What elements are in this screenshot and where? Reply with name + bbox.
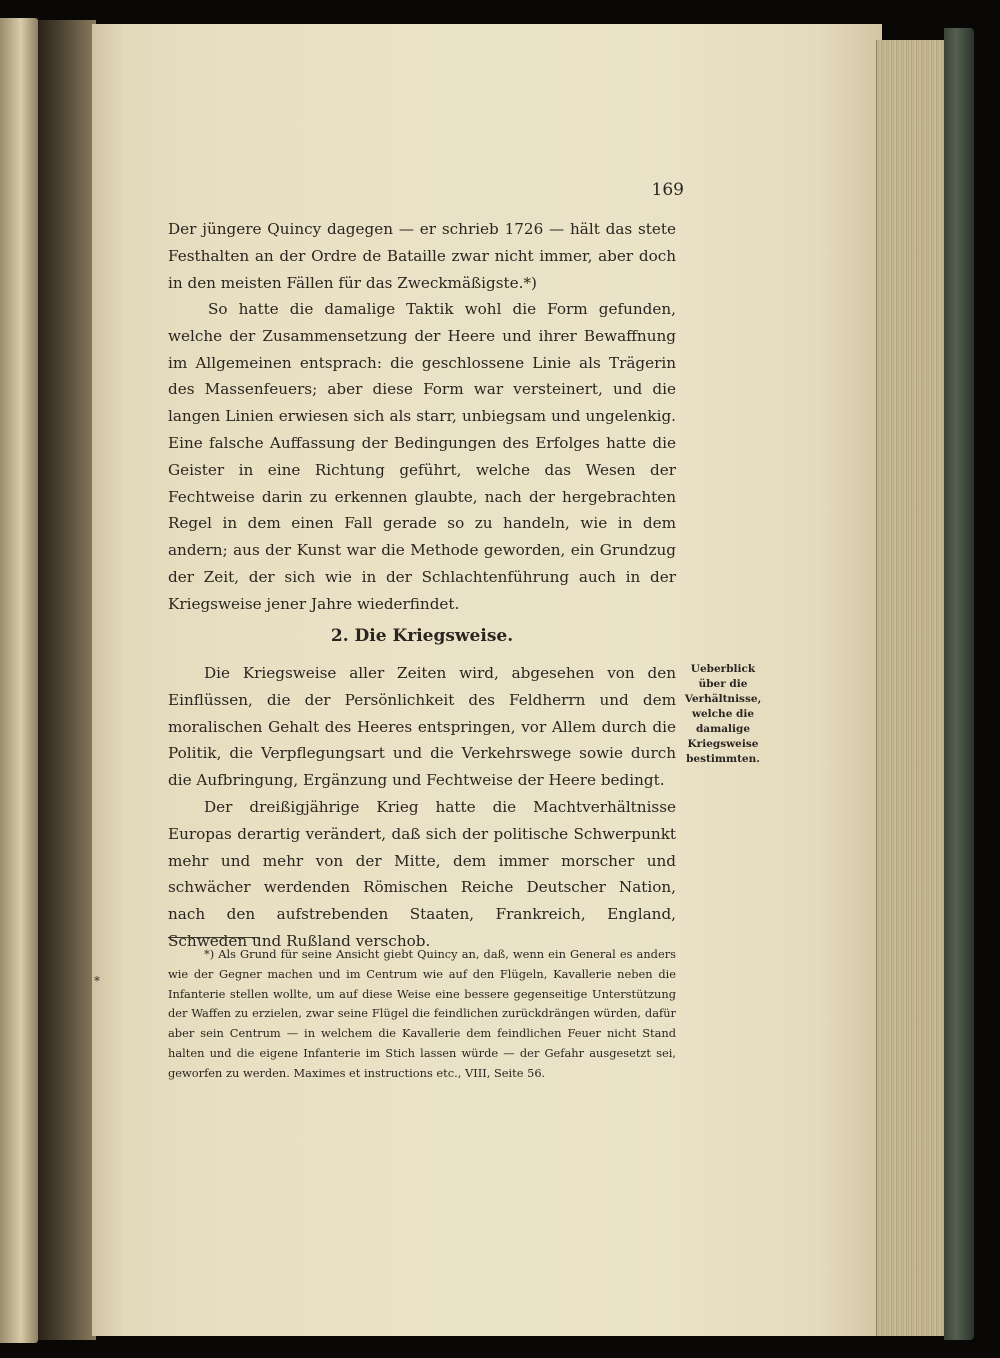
- footnote-divider: [168, 937, 260, 938]
- book-cover-board: [944, 28, 974, 1340]
- margin-sidenote: Ueberblick über die Verhältnisse, welche die damalige Kriegsweise bestimmten.: [684, 663, 762, 765]
- left-page-edge: [0, 18, 38, 1343]
- page-number: 169: [651, 180, 684, 200]
- paragraph-tactics: So hatte die damalige Taktik wohl die Form gefunden, welche der Zusammensetzung der Heere und ihrer Bewaffnung im Allgemeinen entsprach: die geschlossene Linie als Trägerin des Massenfeuers; aber diese Form war versteinert, und die langen Linien erwiesen sich als starr, unbiegsam und ungelenkig. Eine falsche Auffassung der Bedingungen des Erfolges hatte die Geister in eine Richtung geführt, welche das Wesen der Fechtweise darin zu erkennen glaubte, nach der hergebrachten Regel in dem einen Fall gerade so zu handeln, wie in dem andern; aus der Kunst war die Methode geworden, ein Grundzug der Zeit, der sich wie in der Schlachtenführung auch in der Kriegsweise jener Jahre wiederfindet.: [168, 300, 676, 613]
- paragraph-warfare: Die Kriegsweise aller Zeiten wird, abgesehen von den Einflüssen, die der Persönlichkeit des Feldherrn und dem moralischen Gehalt des Heeres entspringen, vor Allem durch die Politik, die Verpflegungsart und die Verkehrswege sowie durch die Aufbringung, Ergänzung und Fechtweise der Heere bedingt.: [168, 664, 676, 790]
- section-heading: 2. Die Kriegsweise.: [330, 626, 514, 646]
- page-block-edges: [876, 40, 949, 1336]
- footnote: *) Als Grund für seine Ansicht giebt Quincy an, daß, wenn ein General es anders wie der Gegner machen und im Centrum wie auf den Flügeln, Kavallerie neben die Infanterie stellen wollte, um auf diese Weise eine bessere gegenseitige Unterstützung der Waffen zu erzielen, zwar seine Flügel die feindlichen zurückdrängen würden, dafür aber sein Centrum — in welchem die Kavallerie dem feindlichen Feuer nicht Stand halten und die eigene Infanterie im Stich lassen würde — der Gefahr ausgesetzt sei, geworfen zu werden. Maximes et instructions etc., VIII, Seite 56.: [168, 947, 676, 1080]
- paragraph-quincy: Der jüngere Quincy dagegen — er schrieb 1726 — hält das stete Festhalten an der Ordre de Bataille zwar nicht immer, aber doch in den meisten Fällen für das Zweckmäßigste.*): [168, 220, 676, 292]
- binding-gutter: [38, 20, 96, 1340]
- paragraph-thirty-years-war: Der dreißigjährige Krieg hatte die Machtverhältnisse Europas derartig verändert, daß sich der politische Schwerpunkt mehr und mehr von der Mitte, dem immer morscher und schwächer werdenden Römischen Reiche Deutscher Nation, nach den aufstrebenden Staaten, Frankreich, England, Schweden und Rußland verschob.: [168, 798, 676, 950]
- margin-mark: *: [94, 974, 100, 988]
